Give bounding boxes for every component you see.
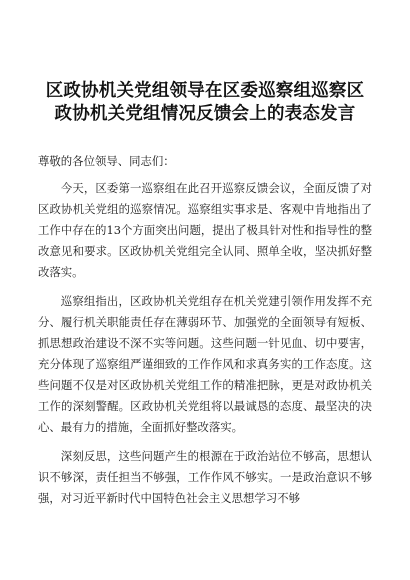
document-title: 区政协机关党组领导在区委巡察组巡察区政协机关党组情况反馈会上的表态发言 (45, 81, 365, 124)
body-paragraph-3: 深刻反思，这些问题产生的根源在于政治站位不够高，思想认识不够深，责任担当不够强，工作作风不够实。一是政治意识不够强，对习近平新时代中国特色社会主义思想学习不够 (38, 449, 372, 505)
body-paragraph-2: 巡察组指出，区政协机关党组存在机关党建引领作用发挥不充分、履行机关职能责任存在薄弱环节、加强党的全面领导有短板、抓思想政治建设不深不实等问题。这些问题一针见血、切中要害，充分体现了巡察组严谨细致的工作作风和求真务实的工作态度。这些问题不仅是对区政协机关党组工作的精准把脉，更是对政协机关工作的深刻警醒。区政协机关党组将以最诚恳的态度、最坚决的决心、最有力的措施，全面抓好整改落实。 (38, 294, 372, 434)
body-paragraph-1: 今天，区委第一巡察组在此召开巡察反馈会议，全面反馈了对区政协机关党组的巡察情况。巡察组实事求是、客观中肯地指出了工作中存在的13个方面突出问题，提出了极具针对性和指导性的整改意见和要求。区政协机关党组完全认同、照单全收，坚决抓好整改落实。 (38, 181, 372, 279)
salutation: 尊敬的各位领导、同志们： (38, 154, 175, 168)
